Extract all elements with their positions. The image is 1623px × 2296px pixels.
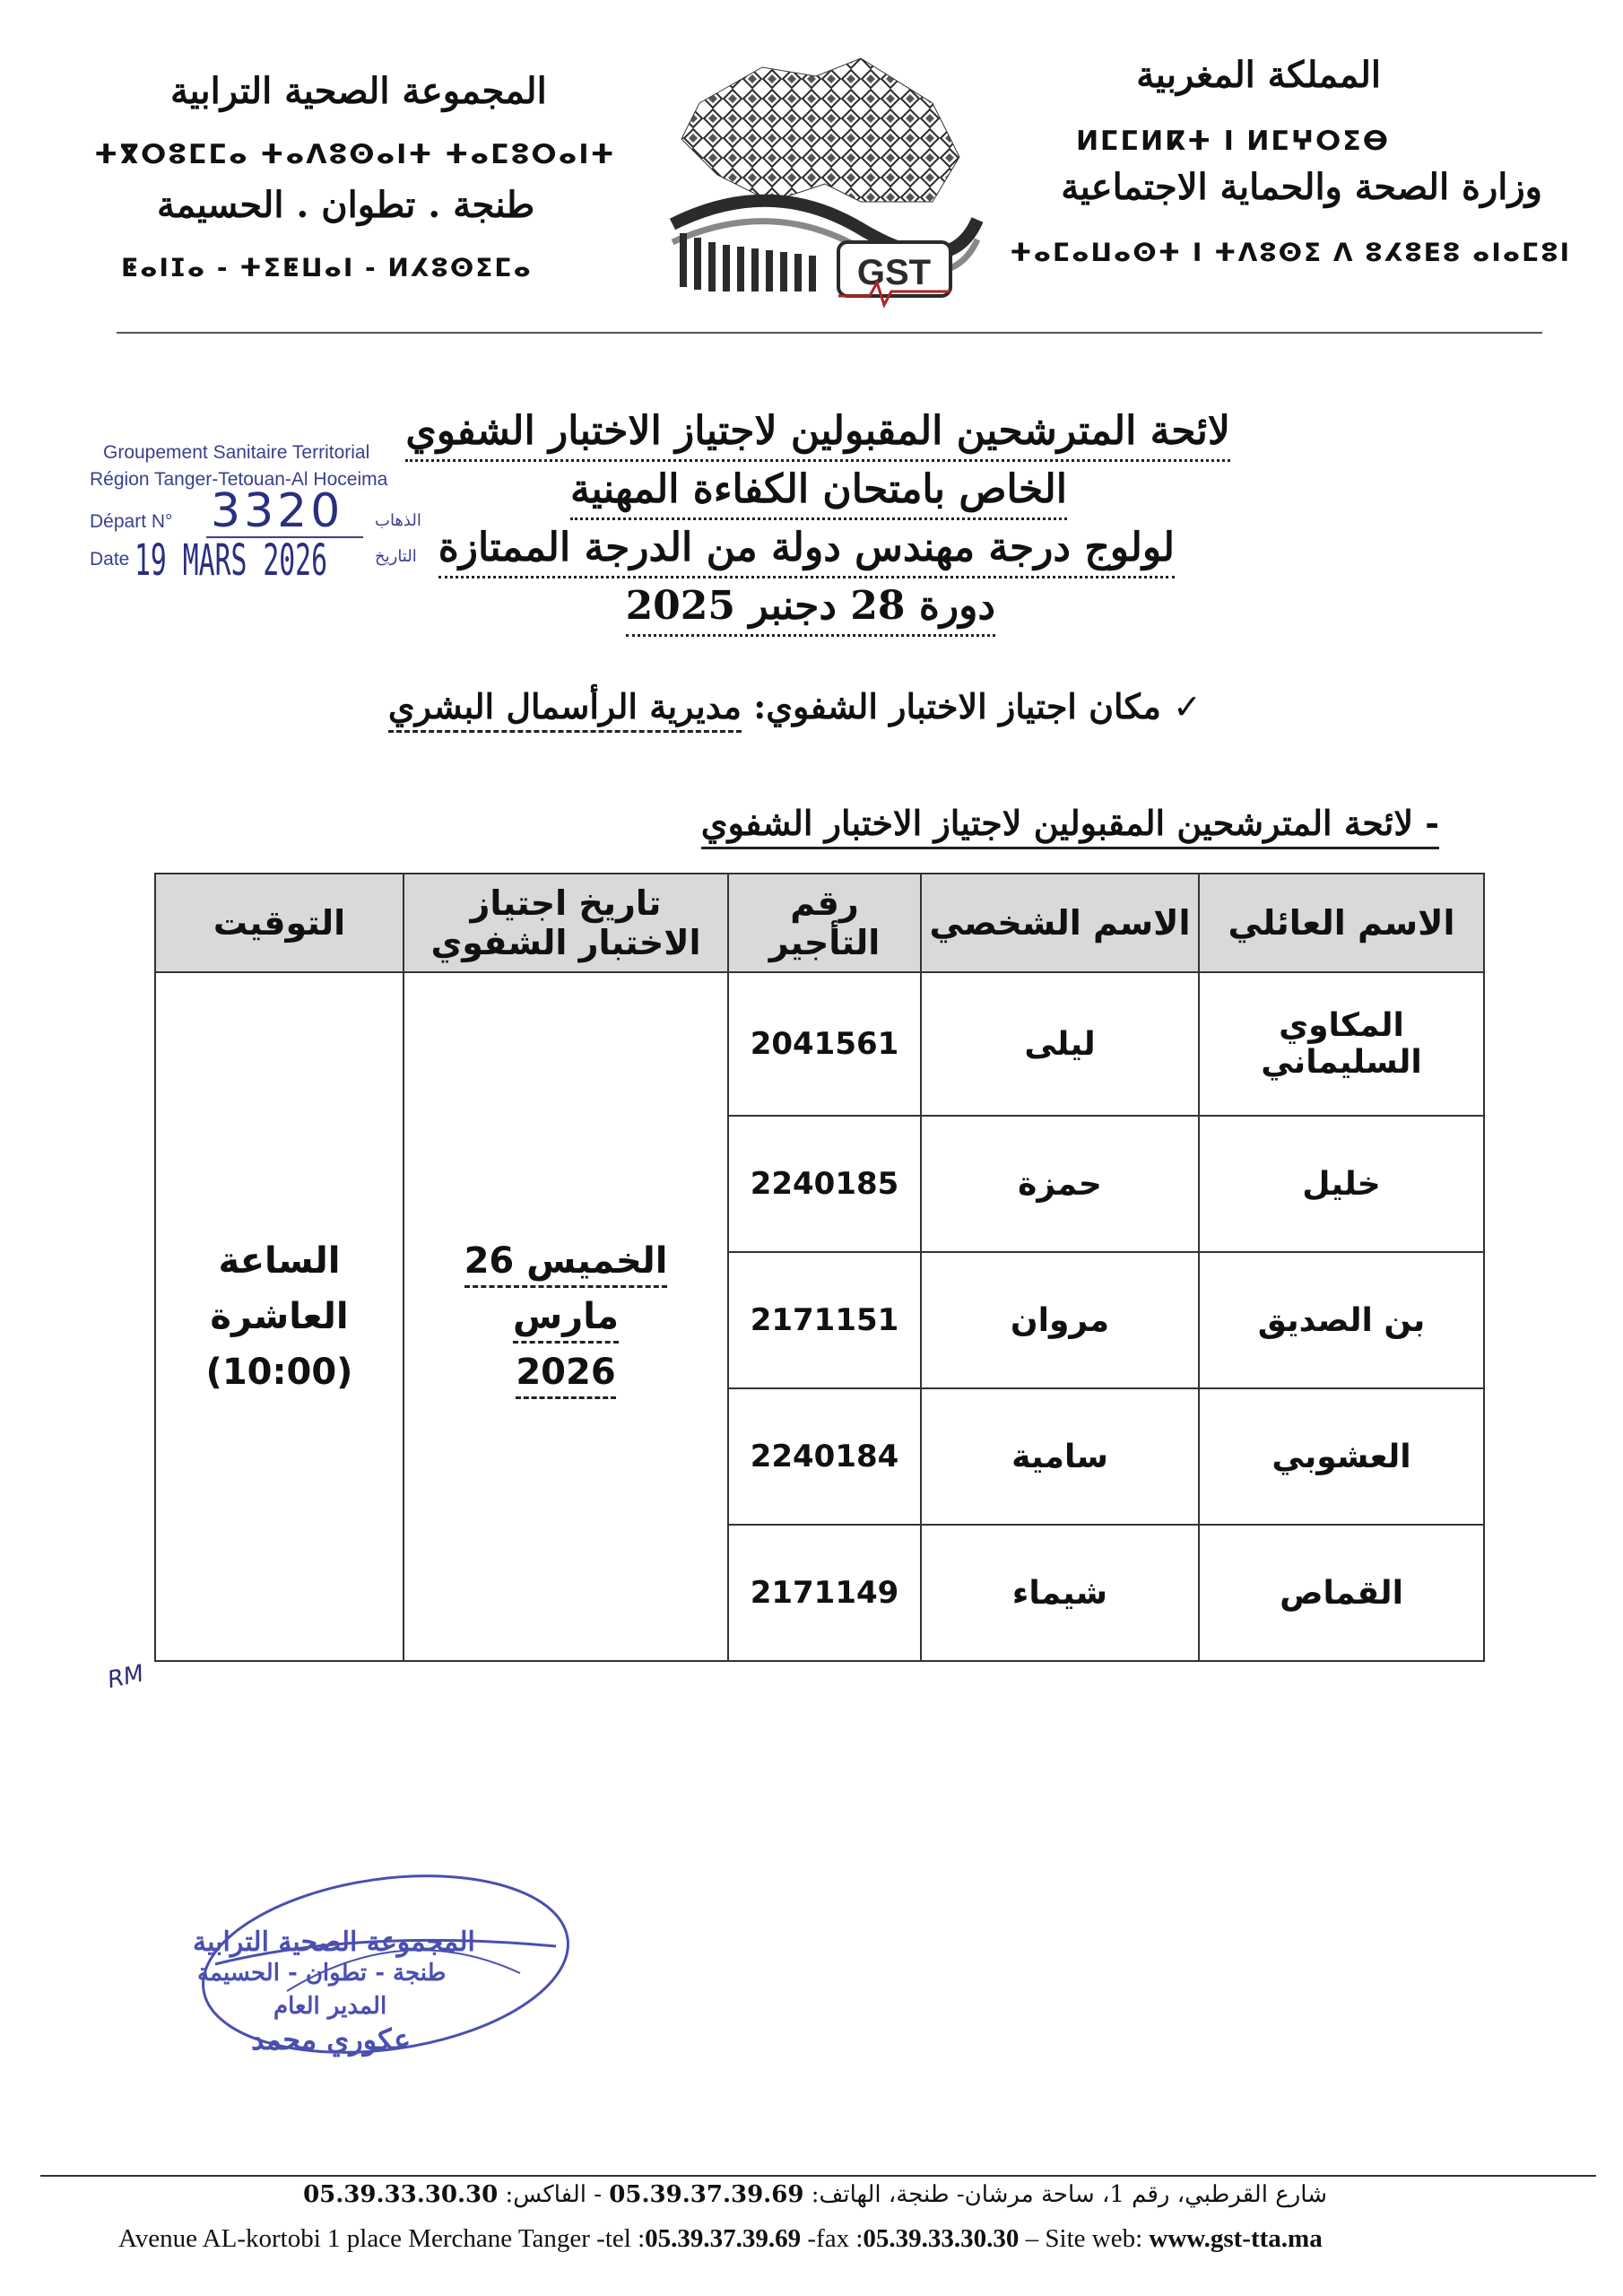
ppr-cell: 2171149 — [728, 1525, 921, 1661]
col-ppr: رقم التأجير — [728, 874, 921, 972]
gst-logo-graphic — [664, 49, 986, 309]
stamp-date-value: 19 MARS 2026 — [135, 535, 328, 586]
exam-location — [388, 686, 1202, 726]
signature-line3: المدير العام — [273, 1993, 387, 2020]
candidates-table — [154, 873, 1485, 1662]
first-name-cell: سامية — [921, 1388, 1199, 1525]
ppr-cell: 2171151 — [728, 1252, 921, 1388]
footer-french — [118, 2224, 1323, 2254]
title-line3: لولوج درجة مهندس دولة من الدرجة الممتازة — [438, 525, 1175, 570]
family-name-cell: المكاوي السليماني — [1199, 972, 1484, 1116]
col-exam-time: التوقيت — [155, 874, 404, 972]
gst-logo — [664, 49, 986, 309]
family-name-cell: خليل — [1199, 1116, 1484, 1252]
stamp-line1: Groupement Sanitaire Territorial — [103, 442, 370, 463]
group-label: المجموعة الصحية الترابية — [170, 70, 547, 112]
header-divider — [117, 332, 1542, 334]
stamp-date-ar: التاريخ — [375, 547, 417, 565]
footer-arabic-fax-label: - الفاكس: — [505, 2181, 603, 2208]
check-icon: ✓ — [1173, 687, 1202, 726]
cities-tifinagh: ⵟⴰⵏⵊⴰ - ⵜⵉⵟⵡⴰⵏ - ⵍⵃⵓⵙⵉⵎⴰ — [121, 253, 533, 283]
title-line2: الخاص بامتحان الكفاءة المهنية — [570, 466, 1067, 512]
title-line4: دورة 28 دجنبر 2025 — [626, 583, 995, 629]
footer-french-address: Avenue AL-kortobi 1 place Merchane Tanger -tel : — [118, 2224, 646, 2253]
footer-french-tel: 05.39.37.39.69 — [645, 2224, 802, 2253]
col-family-name: الاسم العائلي — [1199, 874, 1484, 972]
footer-arabic-address: شارع القرطبي، رقم 1، ساحة مرشان- طنجة، الهاتف: — [811, 2181, 1327, 2208]
footer-arabic-fax: 05.39.33.30.30 — [303, 2181, 499, 2208]
signature-line1: المجموعة الصحية الترابية — [193, 1926, 475, 1958]
logo-text: GST — [856, 253, 932, 292]
stamp-depart-ar: الذهاب — [375, 511, 421, 529]
ppr-cell: 2240185 — [728, 1116, 921, 1252]
location-label: مكان اجتياز الاختبار الشفوي: — [753, 686, 1161, 726]
signature-line2: طنجة - تطوان - الحسيمة — [197, 1960, 447, 1987]
list-heading: - لائحة المترشحين المقبولين لاجتياز الاختبار الشفوي — [701, 803, 1439, 843]
col-exam-date: تاريخ اجتياز الاختبار الشفوي — [404, 874, 728, 972]
title-line1: لائحة المترشحين المقبولين لاجتياز الاختبار الشفوي — [405, 408, 1230, 454]
footer-arabic — [303, 2181, 1327, 2208]
table-row — [155, 972, 1484, 1116]
footer-french-fax-label: -fax : — [801, 2224, 864, 2253]
signature-line4: عكوري محمد — [251, 2022, 412, 2057]
footer-site-label: – Site web: — [1019, 2224, 1150, 2253]
first-name-cell: مروان — [921, 1252, 1199, 1388]
ministry-label: وزارة الصحة والحماية الاجتماعية — [1061, 166, 1542, 208]
location-value: مديرية الرأسمال البشري — [388, 686, 742, 733]
first-name-cell: ليلى — [921, 972, 1199, 1116]
ministry-tifinagh: ⵜⴰⵎⴰⵡⴰⵙⵜ ⵏ ⵜⴷⵓⵙⵉ ⴷ ⵓⵃⵓⴹⵓ ⴰⵏⴰⵎⵓⵏ — [1010, 238, 1571, 267]
ppr-cell: 2240184 — [728, 1388, 921, 1525]
kingdom-label: المملكة المغربية — [1136, 54, 1381, 96]
family-name-cell: بن الصديق — [1199, 1252, 1484, 1388]
family-name-cell: القماص — [1199, 1525, 1484, 1661]
exam-date-line1: الخميس 26 مارس — [464, 1240, 668, 1344]
exam-time-cell — [155, 972, 404, 1661]
col-first-name: الاسم الشخصي — [921, 874, 1199, 972]
stamp-depart-label: Départ N° — [90, 511, 173, 532]
group-tifinagh: ⵜⴳⵔⵓⵎⵎⴰ ⵜⴰⴷⵓⵙⴰⵏⵜ ⵜⴰⵎⵓⵔⴰⵏⵜ — [94, 139, 616, 170]
footer-divider — [40, 2175, 1596, 2177]
footer-arabic-tel: 05.39.37.39.69 — [609, 2181, 804, 2208]
kingdom-tifinagh: ⵍⵎⵎⵍⴽⵜ ⵏ ⵍⵎⵖⵔⵉⴱ — [1075, 126, 1390, 157]
table-header-row — [155, 874, 1484, 972]
first-name-cell: حمزة — [921, 1116, 1199, 1252]
ppr-cell: 2041561 — [728, 972, 921, 1116]
first-name-cell: شيماء — [921, 1525, 1199, 1661]
footer-site-link[interactable]: www.gst-tta.ma — [1149, 2224, 1323, 2253]
stamp-line2: Région Tanger-Tetouan-Al Hoceima — [90, 469, 388, 490]
cities-label: طنجة . تطوان . الحسيمة — [157, 184, 535, 226]
stamp-date-label: Date — [90, 549, 130, 570]
stamp-depart-value: 3320 — [211, 484, 344, 538]
family-name-cell: العشوبي — [1199, 1388, 1484, 1525]
exam-time-line2: (10:00) — [205, 1352, 353, 1393]
exam-time-line1: الساعة العاشرة — [210, 1240, 349, 1337]
exam-date-line2: 2026 — [516, 1352, 615, 1399]
exam-date-cell — [404, 972, 728, 1661]
handwritten-initials: RM — [105, 1660, 147, 1694]
footer-french-fax: 05.39.33.30.30 — [863, 2224, 1020, 2253]
